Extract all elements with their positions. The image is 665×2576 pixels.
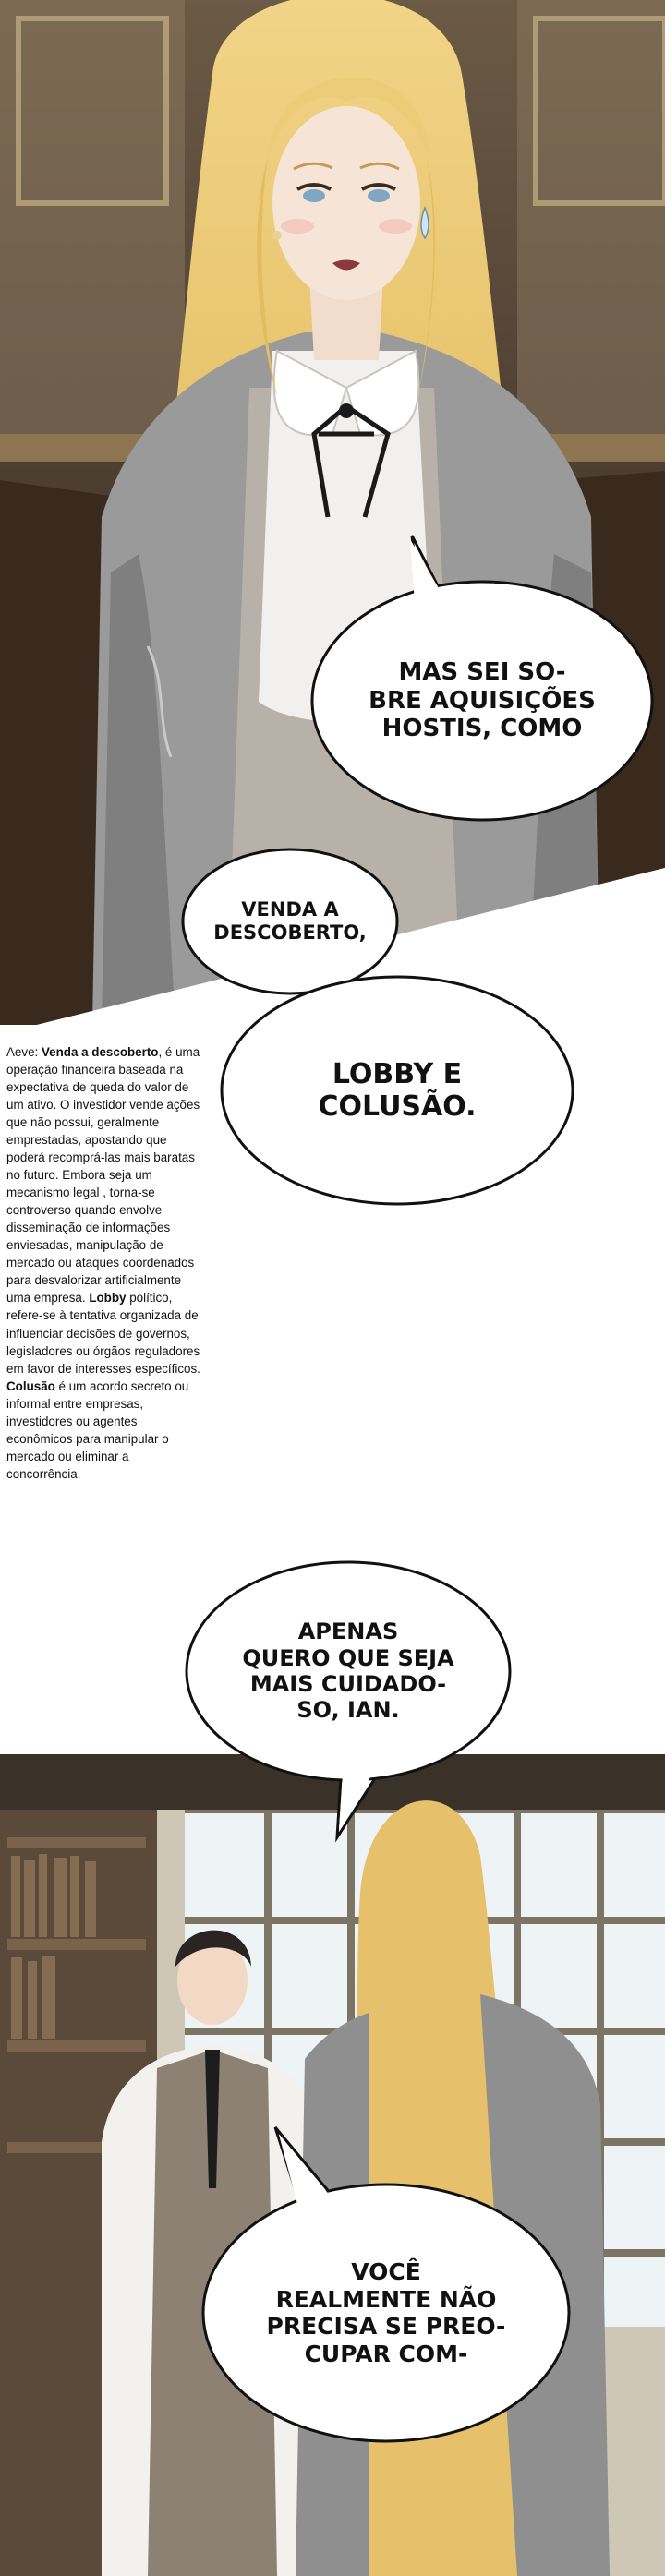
- note-term-collusion: Colusão: [6, 1378, 55, 1393]
- speech-bubble-2: [181, 848, 399, 995]
- panel-artwork: [0, 1754, 665, 2576]
- speech-bubble-4-text: APENAS QUERO QUE SEJA MAIS CUIDADO- SO, IAN.: [242, 1619, 454, 1724]
- note-text-1: , é uma operação financeira baseada na expectativa de queda do valor de um ativo. O investidor vende ações que não possui, geralmente emprestadas, apostando que poderá recomprá-las mais baratas no futuro. Embora seja um mecanismo legal , torna-se controverso quando envolve disseminação de informações enviesadas, manipulação de mercado ou ataques coordenados para desvalorizar artificialmente uma empresa.: [6, 1045, 200, 1306]
- speech-bubble-2-text: VENDA A DESCOBERTO,: [213, 898, 367, 944]
- speech-bubble-3-text: LOBBY E COLUSÃO.: [318, 1057, 477, 1123]
- speech-bubble-1-text: MAS SEI SO- BRE AQUISIÇÕES HOSTIS, COMO: [369, 657, 596, 743]
- speech-bubble-1: [310, 580, 654, 822]
- note-text-2: político, refere-se à tentativa organizada de influenciar decisões de governos, legisladores ou órgãos reguladores em favor de interesses específicos.: [6, 1291, 200, 1376]
- note-term-lobby: Lobby: [89, 1291, 127, 1306]
- translator-note: [6, 1043, 200, 1483]
- note-prefix: Aeve:: [6, 1045, 42, 1059]
- comic-panel-library: [0, 1754, 665, 2576]
- speech-bubble-5-text: VOCÊ REALMENTE NÃO PRECISA SE PREO- CUPAR COM-: [266, 2258, 506, 2367]
- speech-bubble-3: [220, 975, 574, 1206]
- note-text-3: é um acordo secreto ou informal entre empresas, investidores ou agentes econômicos para manipular o mercado ou eliminar a concorrência.: [6, 1378, 189, 1481]
- speech-bubble-5: [201, 2183, 571, 2443]
- note-term-short-selling: Venda a descoberto: [41, 1045, 159, 1059]
- speech-bubble-4: [185, 1560, 512, 1782]
